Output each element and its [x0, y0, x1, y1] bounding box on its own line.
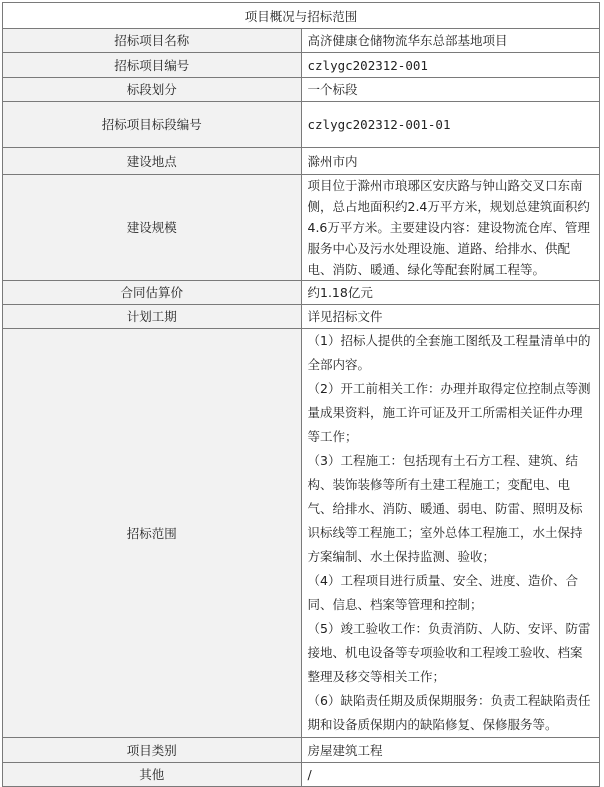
row-label-project-name: 招标项目名称 — [3, 29, 302, 53]
table-row — [3, 175, 600, 281]
scope-item-6: （6）缺陷责任期及质保期服务：负责工程缺陷责任期和设备质保期内的缺陷修复、保修服务等。 — [307, 693, 591, 732]
row-label-location: 建设地点 — [3, 148, 302, 175]
row-label-scale: 建设规模 — [3, 175, 302, 281]
table-row — [3, 305, 600, 329]
row-value-scope — [301, 329, 600, 738]
scope-item-2: （2）开工前相关工作：办理并取得定位控制点等测量成果资料，施工许可证及开工所需相关证件办理等工作； — [307, 381, 591, 444]
scope-item-5: （5）竣工验收工作：负责消防、人防、安评、防雷接地、机电设备等专项验收和工程竣工验收、档案整理及移交等相关工作； — [307, 621, 591, 684]
row-value-schedule: 详见招标文件 — [301, 305, 600, 329]
row-value-contract-price: 约1.18亿元 — [301, 281, 600, 305]
project-overview-table — [2, 2, 600, 787]
table-row — [3, 102, 600, 148]
row-value-section-division: 一个标段 — [301, 78, 600, 102]
row-label-other: 其他 — [3, 763, 302, 787]
table-row — [3, 78, 600, 102]
row-label-project-number: 招标项目编号 — [3, 53, 302, 78]
table-row — [3, 281, 600, 305]
row-value-other: / — [301, 763, 600, 787]
table-title: 项目概况与招标范围 — [3, 3, 600, 29]
row-label-section-number: 招标项目标段编号 — [3, 102, 302, 148]
table-row — [3, 763, 600, 787]
table-row — [3, 53, 600, 78]
table-row — [3, 738, 600, 763]
row-label-contract-price: 合同估算价 — [3, 281, 302, 305]
row-value-section-number: czlygc202312-001-01 — [307, 117, 451, 132]
row-label-section-division: 标段划分 — [3, 78, 302, 102]
table-row — [3, 29, 600, 53]
row-value-project-name: 高济健康仓储物流华东总部基地项目 — [301, 29, 600, 53]
scope-item-1: （1）招标人提供的全套施工图纸及工程量清单中的全部内容。 — [307, 333, 591, 372]
table-row — [3, 148, 600, 175]
row-label-category: 项目类别 — [3, 738, 302, 763]
table-row — [3, 329, 600, 738]
row-value-location: 滁州市内 — [301, 148, 600, 175]
scope-item-3: （3）工程施工：包括现有土石方工程、建筑、结构、装饰装修等所有土建工程施工；变配电、电气、给排水、消防、暖通、弱电、防雷、照明及标识标线等工程施工；室外总体工程施工，水土保持方案编制、水土保持监测、验收； — [307, 453, 583, 564]
row-label-schedule: 计划工期 — [3, 305, 302, 329]
row-value-project-number: czlygc202312-001 — [307, 57, 428, 73]
table-header-row — [3, 3, 600, 29]
row-value-category: 房屋建筑工程 — [301, 738, 600, 763]
row-value-scale: 项目位于滁州市琅琊区安庆路与钟山路交叉口东南侧，总占地面积约2.4万平方米，规划总建筑面积约4.6万平方米。主要建设内容：建设物流仓库、管理服务中心及污水处理设施、道路、给排水、供配电、消防、暖通、绿化等配套附属工程等。 — [301, 175, 600, 281]
row-label-scope: 招标范围 — [3, 329, 302, 738]
scope-item-4: （4）工程项目进行质量、安全、进度、造价、合同、信息、档案等管理和控制； — [307, 573, 578, 612]
